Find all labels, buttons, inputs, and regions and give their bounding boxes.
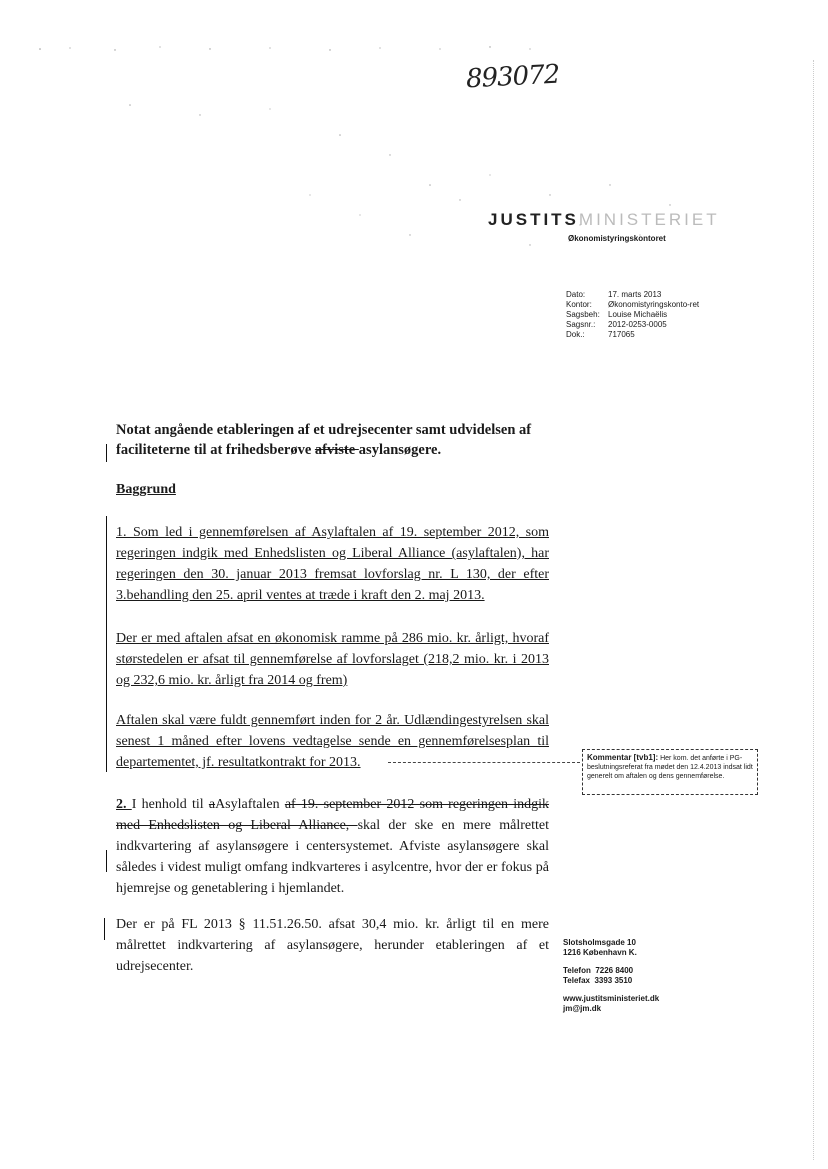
comment-connector: [388, 762, 580, 763]
address-phone: Telefon 7226 8400: [563, 966, 634, 975]
revision-bar-paragraph-4: [106, 850, 107, 872]
paragraph-2: Der er med aftalen afsat en økonomisk ramme på 286 mio. kr. årligt, hvoraf størstedelen er afsat til gennemførelse af lovforslaget (218,2 mio. kr. i 2013 og 232,6 mio. kr. årligt fra 2014 og frem): [116, 631, 549, 688]
section-heading: Baggrund: [116, 482, 176, 497]
address-street: Slotsholmsgade 10: [563, 938, 636, 947]
revision-bar-title: [106, 444, 107, 462]
review-comment: [582, 749, 758, 795]
scan-edge: [812, 60, 814, 1160]
meta-row-date: Dato: 17. marts 2013: [566, 290, 662, 299]
paragraph-5: Der er på FL 2013 § 11.51.26.50. afsat 30,4 mio. kr. årligt til en mere målrettet indkvartering af asylansøgere, herunder etableringen af et udrejsecenter.: [116, 917, 549, 974]
scan-noise-logo-area: [110, 95, 710, 255]
revision-bar-background: [106, 516, 107, 772]
paragraph-4: 2. I henhold til aAsylaftalen af 19. september 2012 som regeringen indgik med Enhedslisten og Liberal Alliance, skal der ske en mere målrettet indkvartering af asylansøgere i centersystemet. Afviste asylansøgere skal således i videst muligt omfang indkvarteres i asylcentre, hvor der er fokus på hjemrejse og genetablering i hjemlandet.: [116, 797, 550, 896]
paragraph-3: Aftalen skal være fuldt gennemført inden for 2 år. Udlændingestyrelsen skal senest 1 måned efter lovens vedtagelse sende en gennemførelsesplan til departementet, jf. resultatkontrakt for 2013.: [116, 713, 549, 770]
address-email: jm@jm.dk: [563, 1004, 602, 1013]
page-title: [116, 420, 556, 460]
meta-row-case-number: Sagsnr.: 2012-0253-0005: [566, 320, 667, 329]
meta-row-office: Kontor: Økonomistyringskonto-ret: [566, 300, 700, 309]
meta-row-document-number: Dok.: 717065: [566, 330, 635, 339]
title-line-2: faciliteterne til at frihedsberøve afviste asylansøgere.: [116, 442, 442, 458]
title-line-1: Notat angående etableringen af et udrejsecenter samt udvidelsen af: [116, 422, 532, 438]
department-name: Økonomistyringskontoret: [568, 234, 666, 243]
logo-faded-text: MINISTERIET: [578, 210, 720, 229]
address-fax: Telefax 3393 3510: [563, 976, 633, 985]
address-web: www.justitsministeriet.dk: [563, 994, 660, 1003]
paragraph-1: 1. Som led i gennemførelsen af Asylaftalen af 19. september 2012, som regeringen indgik med Enhedslisten og Liberal Alliance (asylaftalen), har regeringen den 30. januar 2013 fremsat lovforslag nr. L 130, der efter 3.behandling den 25. april ventes at træde i kraft den 2. maj 2013.: [116, 525, 549, 603]
logo-bold-text: JUSTITS: [488, 210, 579, 229]
ministry-address: [563, 938, 659, 1014]
scan-noise-top: [30, 44, 570, 54]
handwritten-document-number: 893072: [465, 59, 560, 95]
address-city: 1216 København K.: [563, 948, 637, 957]
document-metadata: [566, 290, 708, 340]
comment-text: Her kom. det anførte i PG-beslutningsreferat fra mødet den 12.4.2013 indsat lidt generelt om aftalen og dens gennemførelse.: [587, 755, 753, 780]
ministry-logo: [488, 210, 720, 230]
comment-label: Kommentar [tvb1]:: [587, 753, 659, 762]
revision-bar-paragraph-5: [104, 918, 105, 940]
meta-row-handler: Sagsbeh: Louise Michaëlis: [566, 310, 668, 319]
